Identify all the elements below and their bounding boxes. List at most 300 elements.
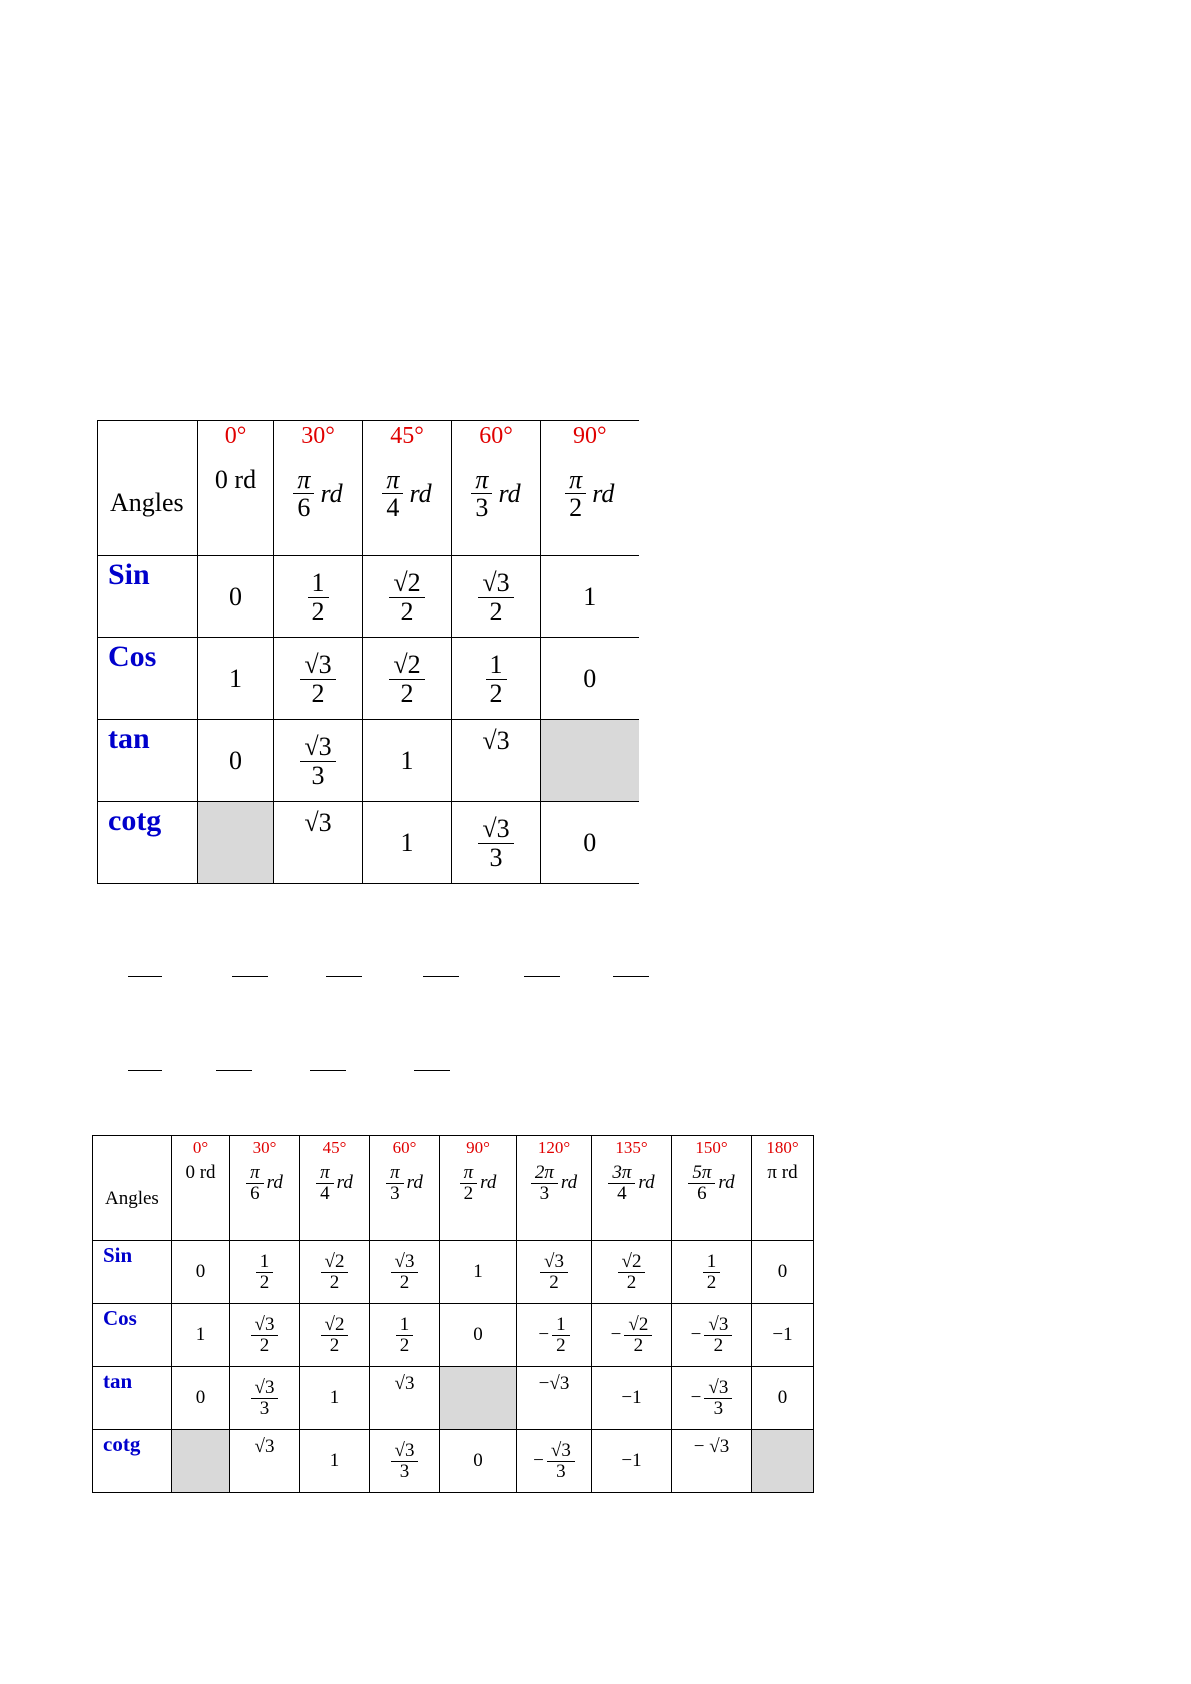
degree-label: 0° [224, 423, 247, 449]
undefined-cell [752, 1430, 814, 1493]
function-name-cell [93, 1367, 172, 1430]
angles-header-cell [93, 1136, 172, 1241]
fraction-value [391, 1441, 419, 1482]
fraction-numerator: 3π [612, 1162, 632, 1183]
fraction-denominator: 2 [549, 1272, 559, 1293]
fraction-denominator: 3 [489, 842, 503, 872]
function-name: Sin [103, 1243, 133, 1267]
degree-label: 45° [322, 1138, 347, 1157]
cell-value: √3 [482, 726, 510, 755]
fraction-numerator: √3 [544, 1251, 564, 1273]
value-cell [517, 1367, 592, 1430]
fraction-denominator: 2 [329, 1272, 340, 1293]
fraction [391, 1441, 419, 1482]
blank-line [232, 976, 268, 977]
fraction-denominator: 4 [320, 1182, 330, 1204]
radian-expression [471, 466, 520, 522]
radian-expression [293, 466, 342, 522]
fraction-numerator: √2 [324, 1314, 345, 1336]
fraction [386, 1163, 404, 1204]
value-cell [452, 802, 541, 884]
fraction-numerator: π [569, 465, 583, 494]
cell-value: √3 [394, 1373, 415, 1394]
value-cell [198, 556, 274, 638]
fraction-value [321, 1252, 349, 1293]
trig-table-0-180 [92, 1135, 814, 1493]
value-cell [541, 802, 639, 884]
radian-expression [608, 1163, 654, 1204]
fraction [389, 569, 424, 625]
fraction-numerator: √3 [482, 814, 510, 844]
angle-header-cell [592, 1136, 672, 1241]
radian-expression [688, 1163, 734, 1204]
radian-unit: rd [409, 478, 432, 508]
function-row [93, 1367, 814, 1430]
fraction [321, 1252, 349, 1293]
undefined-cell [198, 802, 274, 884]
value-cell [172, 1367, 230, 1430]
radian-expression [460, 1163, 497, 1204]
radian-label [363, 465, 451, 522]
fraction-denominator: 3 [311, 760, 325, 790]
fraction-numerator: π [320, 1162, 330, 1183]
cell-value: 1 [583, 581, 597, 611]
angles-header-cell [98, 421, 198, 556]
cell-value: 1 [329, 1450, 340, 1471]
function-name: tan [103, 1369, 133, 1393]
fraction-denominator: 3 [259, 1398, 270, 1419]
fraction-value [478, 815, 513, 871]
fraction-numerator: √3 [254, 1314, 275, 1336]
value-cell [752, 1367, 814, 1430]
radian-label [172, 1162, 229, 1184]
value-cell [274, 556, 363, 638]
header-row [93, 1136, 814, 1241]
value-cell [363, 556, 452, 638]
value-cell [363, 802, 452, 884]
radian-label [517, 1162, 591, 1204]
radian-unit: rd [592, 478, 615, 508]
fraction-denominator: 4 [617, 1182, 627, 1204]
value-cell [300, 1430, 370, 1493]
radian-unit: rd [406, 1172, 423, 1194]
angle-header-cell [752, 1136, 814, 1241]
fraction-value [618, 1252, 646, 1293]
fraction-numerator: 1 [259, 1251, 270, 1273]
function-row [93, 1430, 814, 1493]
fraction [618, 1252, 646, 1293]
value-cell [592, 1367, 672, 1430]
cell-value: 1 [473, 1261, 483, 1282]
fraction-numerator: √2 [621, 1251, 642, 1273]
value-cell [672, 1304, 752, 1367]
blank-line [524, 976, 560, 977]
degree-label: 30° [252, 1138, 277, 1157]
value-cell [672, 1367, 752, 1430]
function-name: cotg [108, 804, 162, 837]
blank-line [414, 1070, 450, 1071]
fraction-value [611, 1315, 653, 1356]
fraction-denominator: 6 [297, 493, 311, 523]
value-cell [592, 1241, 672, 1304]
value-cell [230, 1304, 300, 1367]
value-cell [198, 720, 274, 802]
function-name: Cos [108, 640, 157, 673]
fraction-denominator: 2 [626, 1272, 637, 1293]
fraction [246, 1163, 264, 1204]
cell-value: √3 [254, 1436, 275, 1457]
fraction [251, 1315, 279, 1356]
degree-label: 60° [479, 423, 513, 449]
fraction [293, 466, 314, 522]
cell-value: 0 [583, 827, 597, 857]
angle-header-cell [363, 421, 452, 556]
fraction [608, 1163, 635, 1204]
fraction-numerator: 1 [399, 1314, 410, 1336]
blank-line [613, 976, 649, 977]
value-cell [370, 1304, 440, 1367]
fraction-denominator: 2 [400, 678, 414, 708]
fraction-numerator: π [297, 465, 311, 494]
fraction [552, 1315, 570, 1356]
blank-line [326, 976, 362, 977]
radian-unit: rd [638, 1172, 655, 1194]
function-row [98, 720, 639, 802]
radian-label [370, 1162, 439, 1204]
fraction-denominator: 3 [399, 1461, 410, 1482]
radian-expression [386, 1163, 423, 1204]
fraction-value [389, 569, 424, 625]
fraction [321, 1315, 349, 1356]
radian-label [230, 1162, 299, 1204]
fraction [316, 1163, 334, 1204]
value-cell [592, 1430, 672, 1493]
cell-value: 0 [777, 1387, 788, 1408]
degree-label: 90° [466, 1138, 490, 1157]
value-cell [172, 1304, 230, 1367]
fraction-numerator: √2 [393, 650, 421, 680]
fraction-numerator: √3 [304, 732, 332, 762]
cell-value: 1 [329, 1387, 340, 1408]
function-name-cell [98, 720, 198, 802]
fraction-value [300, 651, 335, 707]
degree-label: 45° [390, 423, 424, 449]
value-cell [370, 1430, 440, 1493]
degree-label: 30° [301, 423, 335, 449]
radian-unit: rd [336, 1172, 353, 1194]
degree-label: 120° [537, 1138, 571, 1157]
radian-unit: rd [498, 478, 521, 508]
fraction-value [251, 1378, 279, 1419]
radian-label [592, 1162, 671, 1204]
fraction-denominator: 2 [259, 1272, 270, 1293]
undefined-cell [172, 1430, 230, 1493]
fraction-numerator: √3 [304, 650, 332, 680]
value-cell [300, 1304, 370, 1367]
radian-unit: rd [480, 1172, 497, 1194]
function-row [93, 1241, 814, 1304]
value-cell [274, 802, 363, 884]
value-cell [274, 720, 363, 802]
fraction-denominator: 4 [386, 493, 400, 523]
fraction-value [300, 733, 335, 789]
cell-value: −1 [621, 1387, 642, 1408]
fraction-numerator: 2π [534, 1162, 554, 1183]
value-cell [230, 1430, 300, 1493]
value-cell [230, 1241, 300, 1304]
radian-label [452, 465, 540, 522]
function-name: tan [108, 722, 150, 755]
minus-sign: − [690, 1387, 702, 1408]
fraction-denominator: 2 [489, 678, 503, 708]
function-name-cell [98, 556, 198, 638]
degree-label: 60° [392, 1138, 417, 1157]
value-cell [592, 1304, 672, 1367]
fraction [300, 651, 335, 707]
cell-value: 1 [400, 827, 414, 857]
function-name: Sin [108, 558, 150, 591]
fraction-value [486, 651, 507, 707]
angle-header-cell [172, 1136, 230, 1241]
value-cell [440, 1430, 517, 1493]
cell-value: −√3 [538, 1373, 570, 1394]
fraction-numerator: π [475, 465, 489, 494]
fraction-value [533, 1441, 575, 1482]
value-cell [517, 1241, 592, 1304]
radian-value: 0 rd [185, 1162, 216, 1183]
value-cell [452, 556, 541, 638]
fraction-denominator: 2 [399, 1335, 410, 1356]
minus-sign: − [538, 1324, 550, 1345]
value-cell [440, 1304, 517, 1367]
radian-unit: rd [718, 1172, 735, 1194]
minus-sign: − [610, 1324, 622, 1345]
cell-value: 0 [229, 581, 242, 611]
degree-label: 180° [766, 1138, 799, 1157]
angle-header-cell [300, 1136, 370, 1241]
function-name-cell [93, 1304, 172, 1367]
fraction-value [389, 651, 424, 707]
fraction-denominator: 6 [697, 1182, 707, 1204]
blank-line [216, 1070, 252, 1071]
fraction-denominator: 2 [311, 596, 325, 626]
fraction-numerator: √3 [708, 1376, 729, 1398]
radian-expression [246, 1163, 283, 1204]
fraction-numerator: √3 [394, 1251, 415, 1273]
radian-label [198, 465, 273, 495]
function-row [93, 1304, 814, 1367]
value-cell [363, 720, 452, 802]
fraction-numerator: √3 [708, 1313, 729, 1335]
trig-table-0-90 [97, 420, 639, 884]
fraction-numerator: π [250, 1162, 260, 1183]
undefined-cell [541, 720, 639, 802]
angle-header-cell [230, 1136, 300, 1241]
fraction [389, 651, 424, 707]
value-cell [172, 1241, 230, 1304]
header-row [98, 421, 639, 556]
value-cell [672, 1241, 752, 1304]
degree-label: 150° [695, 1138, 728, 1157]
cell-value: − √3 [693, 1436, 730, 1457]
angle-header-cell [672, 1136, 752, 1241]
value-cell [370, 1367, 440, 1430]
fraction-value [321, 1315, 349, 1356]
fraction [396, 1315, 414, 1356]
radian-unit: rd [320, 478, 343, 508]
angle-header-cell [452, 421, 541, 556]
blank-line [423, 976, 459, 977]
fraction-denominator: 3 [713, 1397, 724, 1419]
fraction-numerator: √2 [393, 568, 421, 598]
radian-unit: rd [560, 1172, 578, 1194]
fraction-denominator: 2 [633, 1334, 644, 1356]
fraction-value [540, 1252, 568, 1293]
function-row [98, 556, 639, 638]
fraction [540, 1252, 568, 1293]
fraction-denominator: 3 [390, 1182, 400, 1204]
fraction-numerator: √3 [482, 568, 510, 598]
fraction-numerator: π [390, 1162, 400, 1183]
value-cell [198, 638, 274, 720]
radian-label [752, 1162, 813, 1184]
cell-value: 0 [777, 1261, 788, 1282]
radian-label [274, 465, 362, 522]
fraction-numerator: √3 [550, 1439, 571, 1461]
fraction-value [256, 1252, 274, 1293]
minus-sign: − [533, 1450, 544, 1471]
fraction [251, 1378, 279, 1419]
angle-header-cell [274, 421, 363, 556]
function-name-cell [93, 1430, 172, 1493]
undefined-cell [440, 1367, 517, 1430]
value-cell [672, 1430, 752, 1493]
fraction [486, 651, 507, 707]
function-name-cell [98, 638, 198, 720]
cell-value: 0 [229, 745, 242, 775]
fraction-value [391, 1252, 419, 1293]
cell-value: 0 [473, 1324, 483, 1345]
cell-value: 0 [583, 663, 597, 693]
value-cell [517, 1304, 592, 1367]
fraction-value [396, 1315, 414, 1356]
fraction-denominator: 2 [399, 1272, 410, 1293]
fraction-numerator: π [463, 1162, 474, 1183]
fraction-numerator: 1 [489, 650, 503, 680]
blank-line [128, 1070, 162, 1071]
radian-label [440, 1162, 516, 1204]
degree-label: 135° [615, 1138, 648, 1157]
cell-value: −1 [772, 1324, 793, 1345]
angle-header-cell [541, 421, 639, 556]
fraction [460, 1163, 478, 1204]
fraction [531, 1163, 558, 1204]
fraction-value [251, 1315, 279, 1356]
fraction [471, 466, 492, 522]
radian-label [541, 465, 639, 522]
fraction-denominator: 6 [250, 1182, 260, 1204]
fraction-value [308, 569, 329, 625]
fraction-denominator: 3 [475, 493, 489, 523]
fraction-denominator: 2 [713, 1334, 724, 1356]
fraction-numerator: 1 [311, 568, 325, 598]
cell-value: 0 [195, 1261, 206, 1282]
angles-label: Angles [110, 488, 184, 517]
function-row [98, 802, 639, 884]
value-cell [300, 1367, 370, 1430]
fraction [704, 1315, 732, 1356]
angle-header-cell [198, 421, 274, 556]
degree-label: 0° [192, 1138, 209, 1157]
radian-expression [382, 466, 431, 522]
function-name: cotg [103, 1432, 141, 1456]
value-cell [370, 1241, 440, 1304]
fraction-denominator: 2 [489, 596, 503, 626]
fraction-numerator: √2 [628, 1313, 649, 1335]
fraction [565, 466, 586, 522]
fraction-denominator: 3 [539, 1182, 550, 1204]
radian-value: π rd [767, 1162, 798, 1183]
fraction [308, 569, 329, 625]
cell-value: 0 [473, 1450, 483, 1471]
fraction-numerator: √3 [394, 1440, 415, 1462]
fraction [547, 1441, 575, 1482]
minus-sign: − [690, 1324, 702, 1345]
fraction [256, 1252, 274, 1293]
function-name-cell [93, 1241, 172, 1304]
radian-unit: rd [266, 1172, 283, 1194]
fraction-numerator: 1 [706, 1251, 717, 1273]
fraction-value [691, 1378, 733, 1419]
fraction-value [538, 1315, 569, 1356]
cell-value: 1 [229, 663, 242, 693]
fraction-denominator: 2 [259, 1335, 270, 1356]
value-cell [752, 1241, 814, 1304]
cell-value: 1 [400, 745, 414, 775]
function-name: Cos [103, 1306, 137, 1330]
fraction [300, 733, 335, 789]
fraction-denominator: 2 [556, 1334, 566, 1356]
blank-line [128, 976, 162, 977]
fraction-numerator: √3 [254, 1377, 275, 1399]
value-cell [541, 556, 639, 638]
fraction-denominator: 2 [706, 1272, 717, 1293]
fraction-denominator: 2 [569, 493, 583, 523]
angle-header-cell [440, 1136, 517, 1241]
value-cell [440, 1241, 517, 1304]
fraction [478, 815, 513, 871]
value-cell [517, 1430, 592, 1493]
cell-value: √3 [304, 808, 332, 837]
fraction [704, 1378, 732, 1419]
degree-label: 90° [572, 423, 607, 449]
value-cell [452, 638, 541, 720]
fraction-value [703, 1252, 721, 1293]
radian-expression [565, 466, 614, 522]
fraction [703, 1252, 721, 1293]
fraction-denominator: 2 [329, 1335, 340, 1356]
radian-expression [531, 1163, 577, 1204]
fraction-value [478, 569, 513, 625]
radian-value: 0 rd [214, 465, 257, 494]
fraction-value [691, 1315, 733, 1356]
fraction-denominator: 2 [463, 1182, 474, 1204]
fraction-numerator: 1 [556, 1313, 566, 1335]
fraction-numerator: √2 [324, 1251, 345, 1273]
fraction [478, 569, 513, 625]
value-cell [300, 1241, 370, 1304]
cell-value: 0 [195, 1387, 206, 1408]
